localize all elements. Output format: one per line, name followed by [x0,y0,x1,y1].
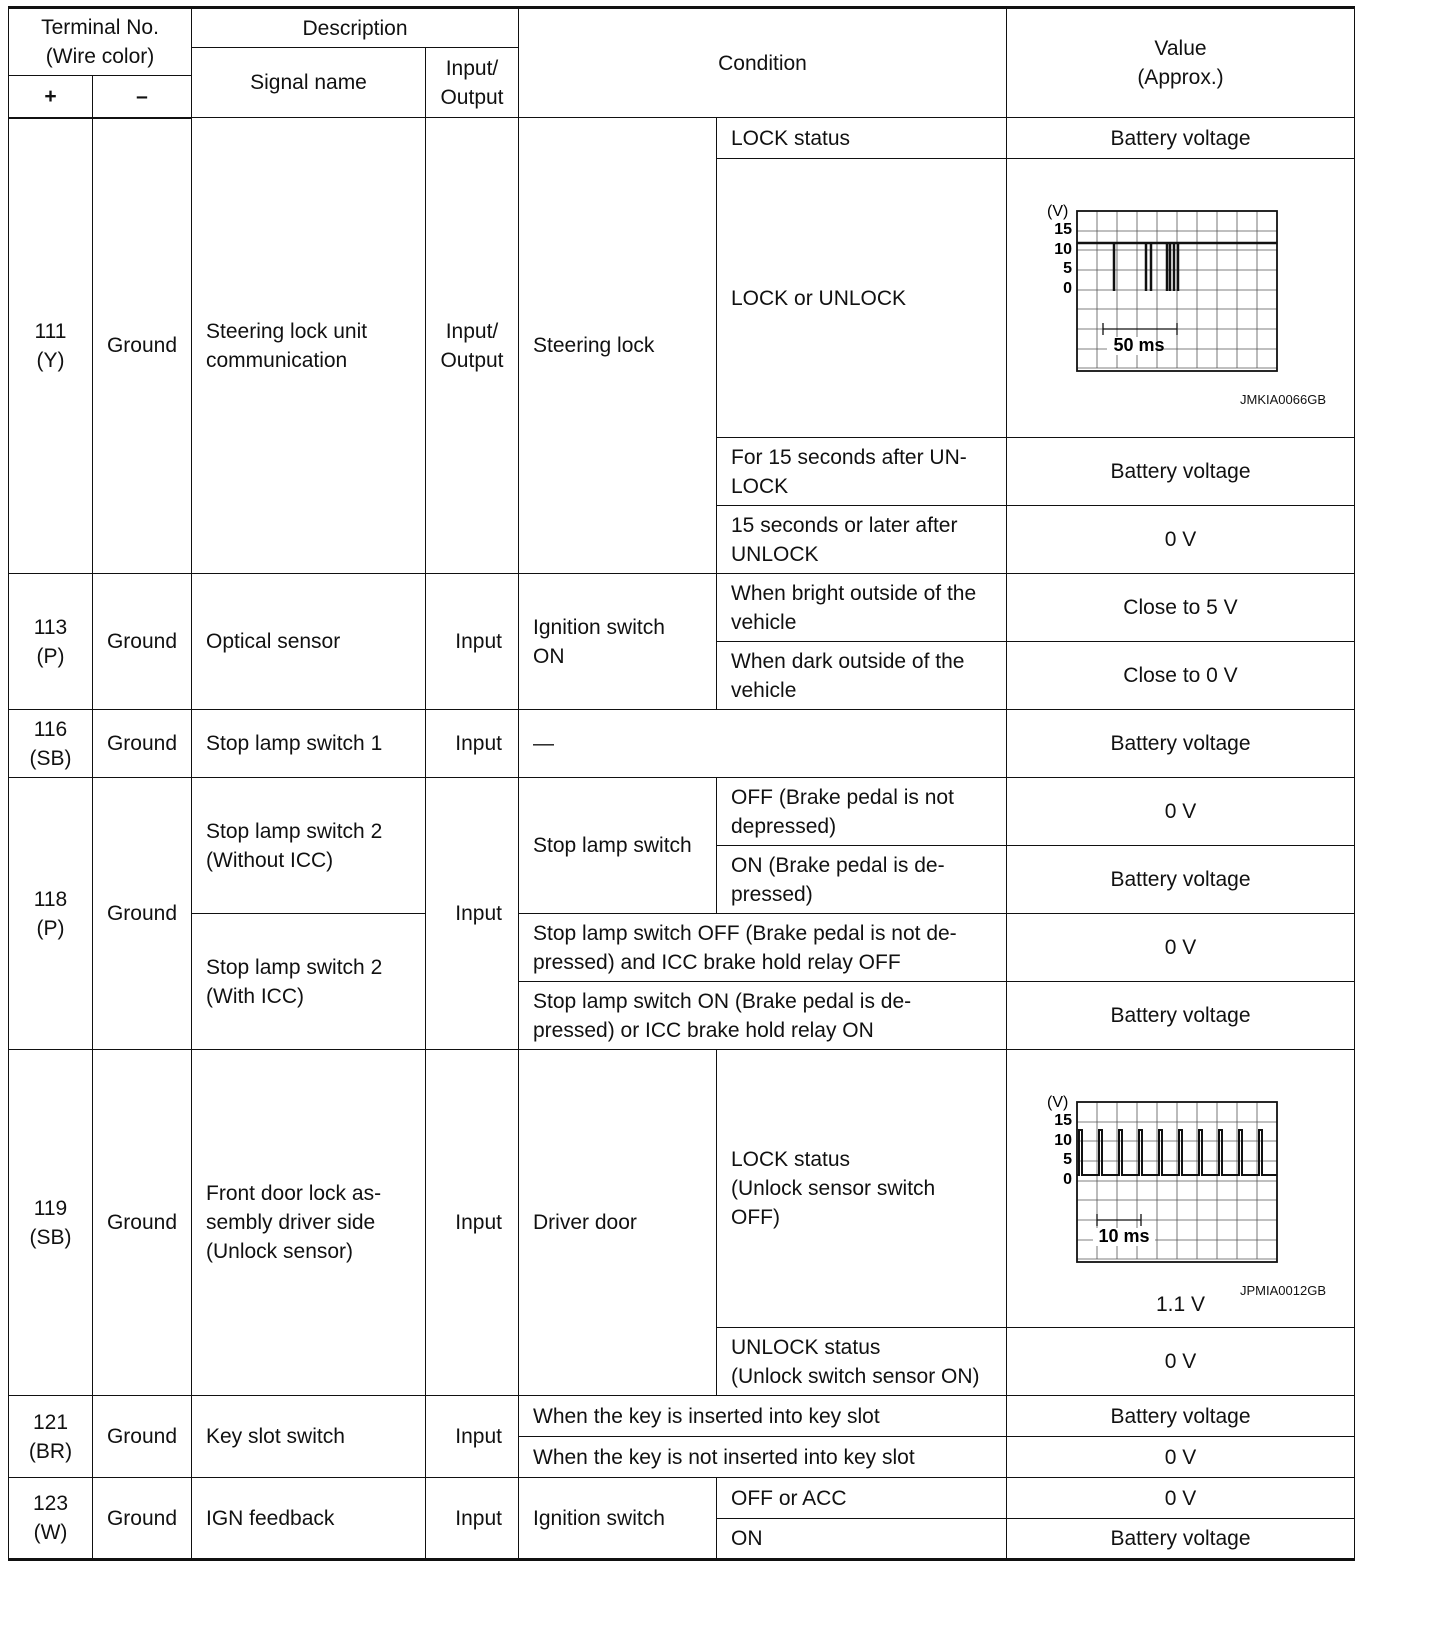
y-tick-label: 15 [1054,1112,1072,1129]
header-value-text: Value [1154,37,1207,60]
signal-name [192,118,426,574]
input-output [426,118,519,574]
header-wire-color-text: (Wire color) [45,45,155,68]
signal-name [192,914,426,1050]
sub-condition-line: When bright outside of the [731,581,977,605]
ground-cell: Ground [93,574,192,710]
header-approx-text: (Approx.) [1137,66,1224,89]
signal-name: Optical sensor [192,574,426,710]
signal-name-line: (Without ICC) [206,848,334,872]
signal-name-line: (With ICC) [206,984,304,1008]
table-row [9,1050,1355,1328]
wire-color: (SB) [29,1225,72,1249]
signal-name [192,778,426,914]
sub-condition-line: OFF) [731,1206,780,1229]
header-description: Description [192,8,519,48]
terminal-number: 113 [33,615,68,639]
voltage-unit-label: (V) [1047,203,1069,220]
condition [519,914,1007,982]
condition: Ignition switch [519,1478,717,1560]
signal-name-line: Steering lock unit [206,319,368,343]
ground-cell: Ground [93,118,192,574]
value: 0 V [1007,914,1355,982]
input-output: Input [426,1478,519,1560]
value: Battery voltage [1007,982,1355,1050]
table-row [9,1396,1355,1437]
waveform-cell [1007,1050,1355,1328]
value: 0 V [1007,1437,1355,1478]
value: Battery voltage [1007,846,1355,914]
terminal-116 [9,710,93,778]
condition-line: Stop lamp switch ON (Brake pedal is de- [533,989,912,1013]
signal-name-line: communication [206,348,348,372]
sub-condition-line: LOCK [731,474,789,498]
table-row [9,118,1355,159]
time-scale-label: 50 ms [1113,335,1165,355]
condition-line: pressed) or ICC brake hold relay ON [533,1018,874,1042]
table-row [9,778,1355,846]
table-row [9,914,1355,982]
condition [519,574,717,710]
value: Battery voltage [1007,118,1355,159]
time-scale-marker [1103,323,1177,335]
io-line: Output [440,348,504,372]
sub-condition [717,642,1007,710]
sub-condition-line: (Unlock sensor switch [731,1177,936,1200]
wire-color: (SB) [29,746,72,770]
value: 0 V [1007,506,1355,574]
input-output: Input [426,574,519,710]
ground-cell: Ground [93,1478,192,1560]
input-output: Input [426,1050,519,1396]
sub-condition-line: LOCK status [731,1148,851,1171]
voltage-unit-label: (V) [1047,1094,1069,1111]
signal-name: Key slot switch [192,1396,426,1478]
signal-name-line: Stop lamp switch 2 [206,955,383,979]
ground-cell: Ground [93,710,192,778]
value: 0 V [1007,1478,1355,1519]
terminal-number: 123 [32,1492,69,1515]
value: 0 V [1007,1328,1355,1396]
signal-name-line: sembly driver side [206,1211,376,1234]
value: Close to 5 V [1007,574,1355,642]
ground-cell: Ground [93,1396,192,1478]
table-header [9,8,1355,118]
waveform-cell [1007,159,1355,438]
time-scale-label: 10 ms [1098,1226,1150,1246]
y-tick-label: 10 [1054,1132,1072,1149]
sub-condition [717,438,1007,506]
time-scale-marker [1097,1214,1141,1226]
condition-line: ON [533,644,565,668]
condition-line: Ignition switch [533,615,665,639]
sub-condition-line: (Unlock switch sensor ON) [731,1364,980,1388]
terminal-number: 116 [33,717,68,741]
y-tick-label: 0 [1063,1171,1072,1188]
sub-condition-line: UNLOCK [731,542,819,566]
y-tick-label: 5 [1063,1151,1072,1168]
value: Battery voltage [1007,1519,1355,1560]
sub-condition [717,506,1007,574]
value: Battery voltage [1007,438,1355,506]
header-terminal-no [9,8,192,76]
wire-color: (Y) [36,348,65,372]
terminal-118 [9,778,93,1050]
signal-name-line: Stop lamp switch 2 [206,819,383,843]
condition: Stop lamp switch [519,778,717,914]
signal-name-line: Front door lock as- [206,1182,382,1205]
y-tick-label: 15 [1054,221,1072,238]
header-value [1007,8,1355,118]
figure-code: JMKIA0066GB [1240,392,1326,407]
terminal-number: 121 [32,1410,69,1434]
sub-condition [717,846,1007,914]
sub-condition [717,778,1007,846]
signal-name [192,1050,426,1396]
terminal-number: 118 [33,887,68,911]
condition: When the key is not inserted into key slot [519,1437,1007,1478]
terminal-123 [9,1478,93,1560]
input-output: Input [426,1396,519,1478]
condition: When the key is inserted into key slot [519,1396,1007,1437]
header-input-output [426,48,519,118]
sub-condition-line: vehicle [731,610,797,634]
sub-condition-line: pressed) [731,882,813,906]
value: 1.1 V [1155,1293,1206,1316]
sub-condition: LOCK or UNLOCK [717,159,1007,438]
sub-condition-line: ON (Brake pedal is de- [731,853,945,877]
sub-condition-line: When dark outside of the [731,649,965,673]
header-condition: Condition [519,8,1007,118]
y-tick-label: 5 [1063,260,1072,277]
header-minus: – [93,76,192,118]
wire-color: (P) [36,644,65,668]
io-line: Input/ [445,319,499,343]
value: Close to 0 V [1007,642,1355,710]
sub-condition-line: For 15 seconds after UN- [731,445,967,469]
condition [519,982,1007,1050]
sub-condition: LOCK status [717,118,1007,159]
sub-condition-line: depressed) [731,814,837,838]
terminal-number: 119 [33,1196,68,1220]
unlock-sensor-waveform-figure [1047,1090,1317,1275]
ground-cell: Ground [93,1050,192,1396]
signal-name-line: (Unlock sensor) [206,1240,354,1263]
table-row [9,710,1355,778]
header-terminal-no-text: Terminal No. [41,16,159,39]
terminal-121 [9,1396,93,1478]
sub-condition-line: UNLOCK status [731,1335,881,1359]
terminal-spec-table [8,6,1355,1561]
table-row [9,574,1355,642]
figure-code: JPMIA0012GB [1240,1283,1326,1298]
table-row [9,1478,1355,1519]
terminal-spec-sheet [8,6,1355,1561]
sub-condition: OFF or ACC [717,1478,1007,1519]
input-output: Input [426,710,519,778]
wire-color: (BR) [28,1439,73,1463]
condition-line: Stop lamp switch OFF (Brake pedal is not de- [533,921,957,945]
y-tick-label: 0 [1063,280,1072,297]
value: 0 V [1007,778,1355,846]
sub-condition-line: OFF (Brake pedal is not [731,785,954,809]
steering-lock-waveform-figure [1047,199,1317,384]
wire-color: (W) [33,1521,68,1544]
sub-condition-line: 15 seconds or later after [731,513,958,537]
terminal-111 [9,118,93,574]
ground-cell: Ground [93,778,192,1050]
y-tick-label: 10 [1054,241,1072,258]
condition-line: pressed) and ICC brake hold relay OFF [533,950,901,974]
input-output: Input [426,778,519,1050]
sub-condition [717,1050,1007,1328]
terminal-119 [9,1050,93,1396]
terminal-113 [9,574,93,710]
value: Battery voltage [1007,710,1355,778]
value: Battery voltage [1007,1396,1355,1437]
header-output-text: Output [440,85,504,109]
wire-color: (P) [36,916,65,940]
signal-name: Stop lamp switch 1 [192,710,426,778]
sub-condition-line: vehicle [731,678,797,702]
condition: Driver door [519,1050,717,1396]
header-input-text: Input/ [445,56,499,80]
header-plus: + [9,76,93,118]
header-signal-name: Signal name [192,48,426,118]
sub-condition: ON [717,1519,1007,1560]
sub-condition [717,574,1007,642]
sub-condition [717,1328,1007,1396]
terminal-number: 111 [34,319,67,343]
condition: — [519,710,1007,778]
signal-name: IGN feedback [192,1478,426,1560]
condition: Steering lock [519,118,717,574]
